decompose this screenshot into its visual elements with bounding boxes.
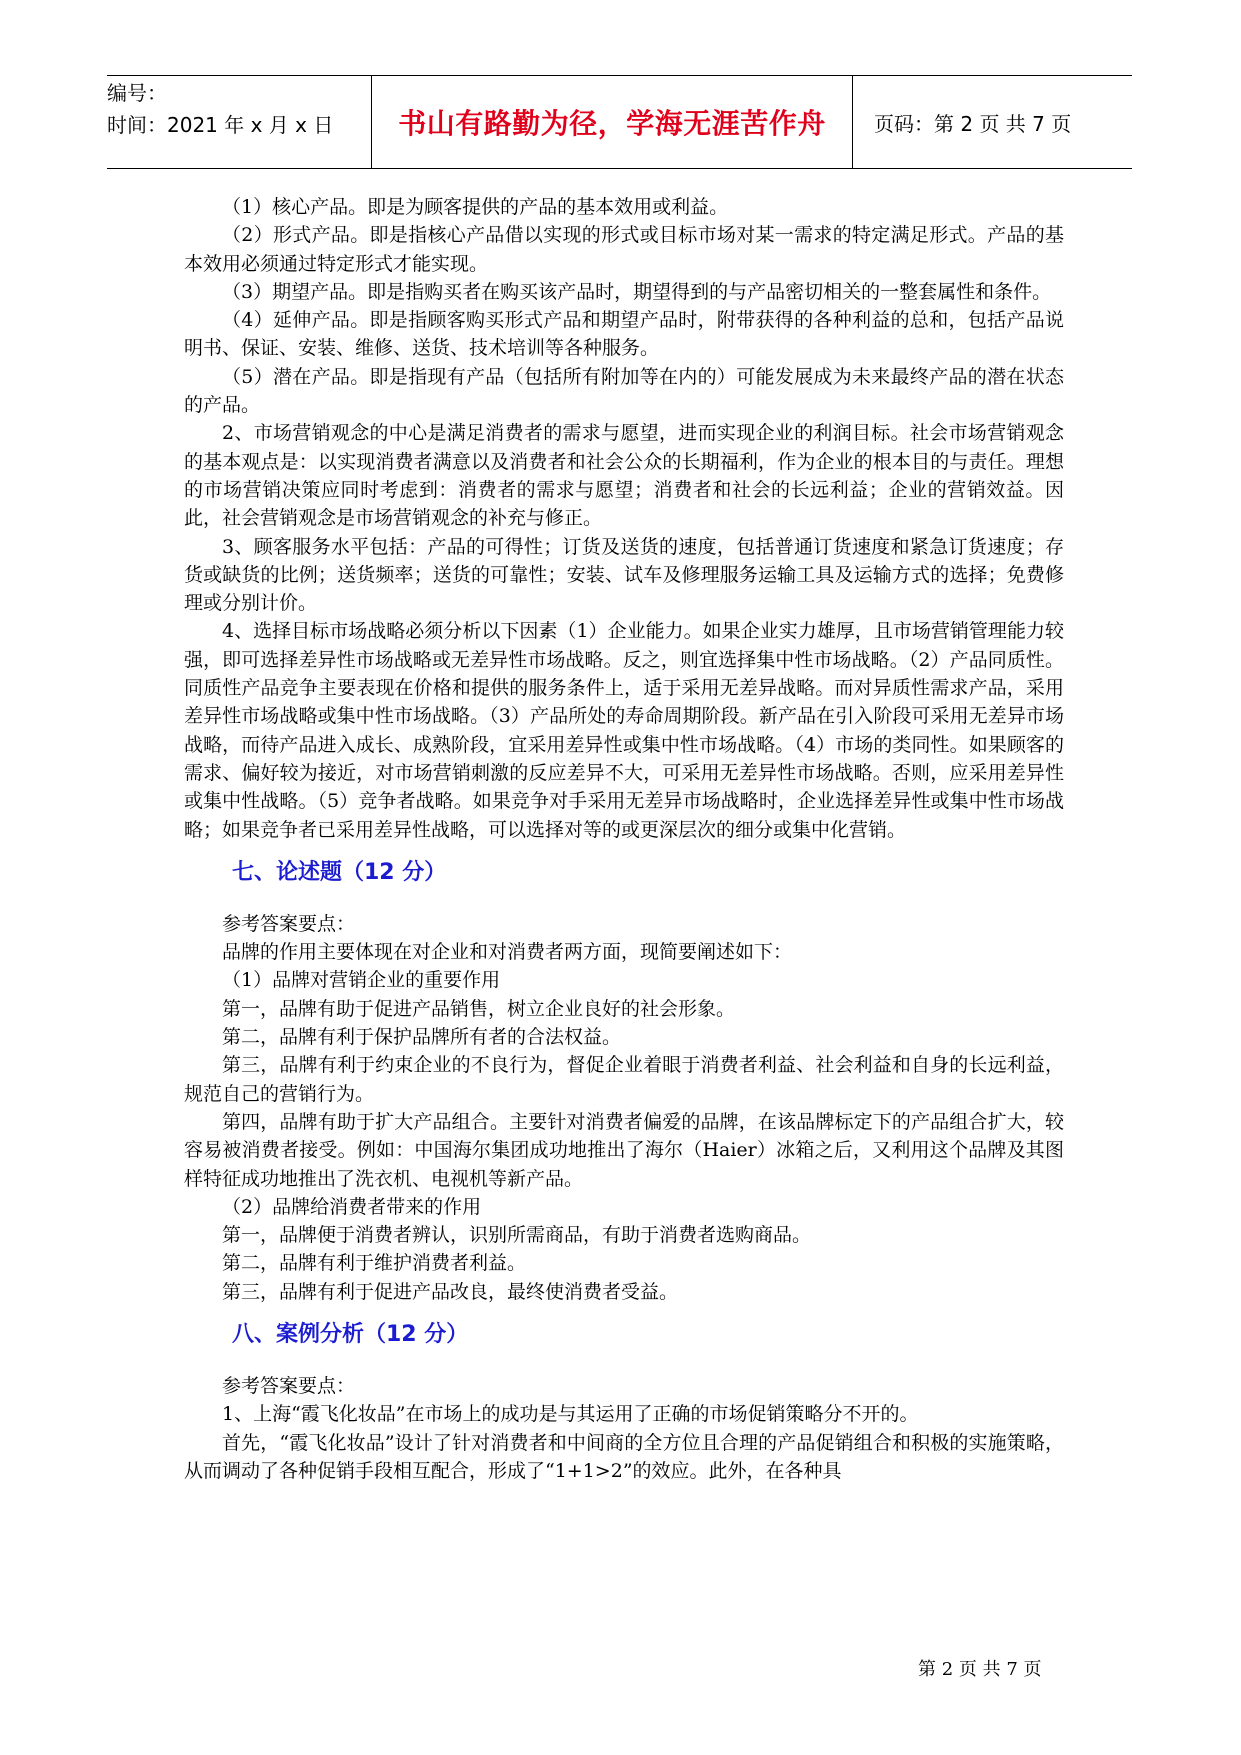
body-paragraph: （2）形式产品。即是指核心产品借以实现的形式或目标市场对某一需求的特定满足形式。产品的基本效用必须通过特定形式才能实现。 xyxy=(184,224,1064,275)
body-paragraph: 1、上海“霞飞化妆品”在市场上的成功是与其运用了正确的市场促销策略分不开的。 xyxy=(222,1403,919,1426)
header-motto-cell xyxy=(371,76,853,168)
body-paragraph: （1）品牌对营销企业的重要作用 xyxy=(222,969,501,992)
body-paragraph: 第二，品牌有利于维护消费者利益。 xyxy=(222,1252,527,1275)
section-title-8: 八、案例分析（12 分） xyxy=(232,1321,469,1347)
header-left-cell xyxy=(107,76,367,171)
body-paragraph: （4）延伸产品。即是指顾客购买形式产品和期望产品时，附带获得的各种利益的总和，包括产品说明书、保证、安装、维修、送货、技术培训等各种服务。 xyxy=(184,309,1064,360)
body-paragraph: 第三，品牌有利于促进产品改良，最终使消费者受益。 xyxy=(222,1280,679,1303)
body-paragraph: 参考答案要点： xyxy=(222,1374,356,1397)
header-motto: 书山有路勤为径，学海无涯苦作舟 xyxy=(398,107,826,140)
body-paragraph: 首先，“霞飞化妆品”设计了针对消费者和中间商的全方位且合理的产品促销组合和积极的实施策略，从而调动了各种促销手段相互配合，形成了“1+1>2”的效应。此外，在各种具 xyxy=(184,1431,1064,1482)
body-paragraph: 第四，品牌有助于扩大产品组合。主要针对消费者偏爱的品牌，在该品牌标定下的产品组合扩大，较容易被消费者接受。例如：中国海尔集团成功地推出了海尔（Haier）冰箱之后，又利用这个品牌及其图样特征成功地推出了洗衣机、电视机等新产品。 xyxy=(184,1110,1064,1190)
body-paragraph: 第三，品牌有利于约束企业的不良行为，督促企业着眼于消费者利益、社会利益和自身的长远利益，规范自己的营销行为。 xyxy=(184,1054,1064,1105)
document-code-label: 编号： xyxy=(107,81,167,105)
body-paragraph: 4、选择目标市场战略必须分析以下因素（1）企业能力。如果企业实力雄厚，且市场营销管理能力较强，即可选择差异性市场战略或无差异性市场战略。反之，则宜选择集中性市场战略。（2）产品同质性。同质性产品竞争主要表现在价格和提供的服务条件上，适于采用无差异战略。而对异质性需求产品，采用差异性市场战略或集中性市场战略。（3）产品所处的寿命周期阶段。新产品在引入阶段可采用无差异市场战略，而待产品进入成长、成熟阶段，宜采用差异性或集中性市场战略。（4）市场的类同性。如果顾客的需求、偏好较为接近，对市场营销刺激的反应差异不大，可采用无差异性市场战略。否则，应采用差异性或集中性战略。（5）竞争者战略。如果竞争对手采用无差异市场战略时，企业选择差异性或集中性市场战略；如果竞争者已采用差异性战略，可以选择对等的或更深层次的细分或集中化营销。 xyxy=(184,620,1064,841)
header-page-cell xyxy=(852,76,1154,168)
body-paragraph: （3）期望产品。即是指购买者在购买该产品时，期望得到的与产品密切相关的一整套属性和条件。 xyxy=(222,280,1052,303)
section-title-7: 七、论述题（12 分） xyxy=(232,859,447,885)
document-time-label: 时间：2021 年 x 月 x 日 xyxy=(107,113,334,137)
body-paragraph: 2、市场营销观念的中心是满足消费者的需求与愿望，进而实现企业的利润目标。社会市场营销观念的基本观点是：以实现消费者满意以及消费者和社会公众的长期福利，作为企业的根本目的与责任。理想的市场营销决策应同时考虑到：消费者的需求与愿望；消费者和社会的长远利益；企业的营销效益。因此，社会营销观念是市场营销观念的补充与修正。 xyxy=(184,422,1064,530)
document-body xyxy=(184,193,1064,1485)
body-paragraph: 第一，品牌便于消费者辨认，识别所需商品，有助于消费者选购商品。 xyxy=(222,1224,812,1247)
body-paragraph: （5）潜在产品。即是指现有产品（包括所有附加等在内的）可能发展成为未来最终产品的潜在状态的产品。 xyxy=(184,365,1064,417)
body-paragraph: 3、顾客服务水平包括：产品的可得性；订货及送货的速度，包括普通订货速度和紧急订货速度；存货或缺货的比例；送货频率；送货的可靠性；安装、试车及修理服务运输工具及运输方式的选择；免费修理或分别计价。 xyxy=(184,535,1064,615)
body-paragraph: 第一，品牌有助于促进产品销售，树立企业良好的社会形象。 xyxy=(222,997,736,1020)
body-paragraph: 品牌的作用主要体现在对企业和对消费者两方面，现简要阐述如下： xyxy=(222,941,793,964)
page-header xyxy=(107,75,1132,169)
header-page-info: 页码：第 2 页 共 7 页 xyxy=(874,111,1072,136)
body-paragraph: （1）核心产品。即是为顾客提供的产品的基本效用或利益。 xyxy=(222,196,729,218)
page-footer: 第 2 页 共 7 页 xyxy=(918,1659,1042,1680)
body-paragraph: （2）品牌给消费者带来的作用 xyxy=(222,1195,482,1218)
body-paragraph: 第二，品牌有利于保护品牌所有者的合法权益。 xyxy=(222,1026,622,1049)
body-paragraph: 参考答案要点： xyxy=(222,912,356,935)
